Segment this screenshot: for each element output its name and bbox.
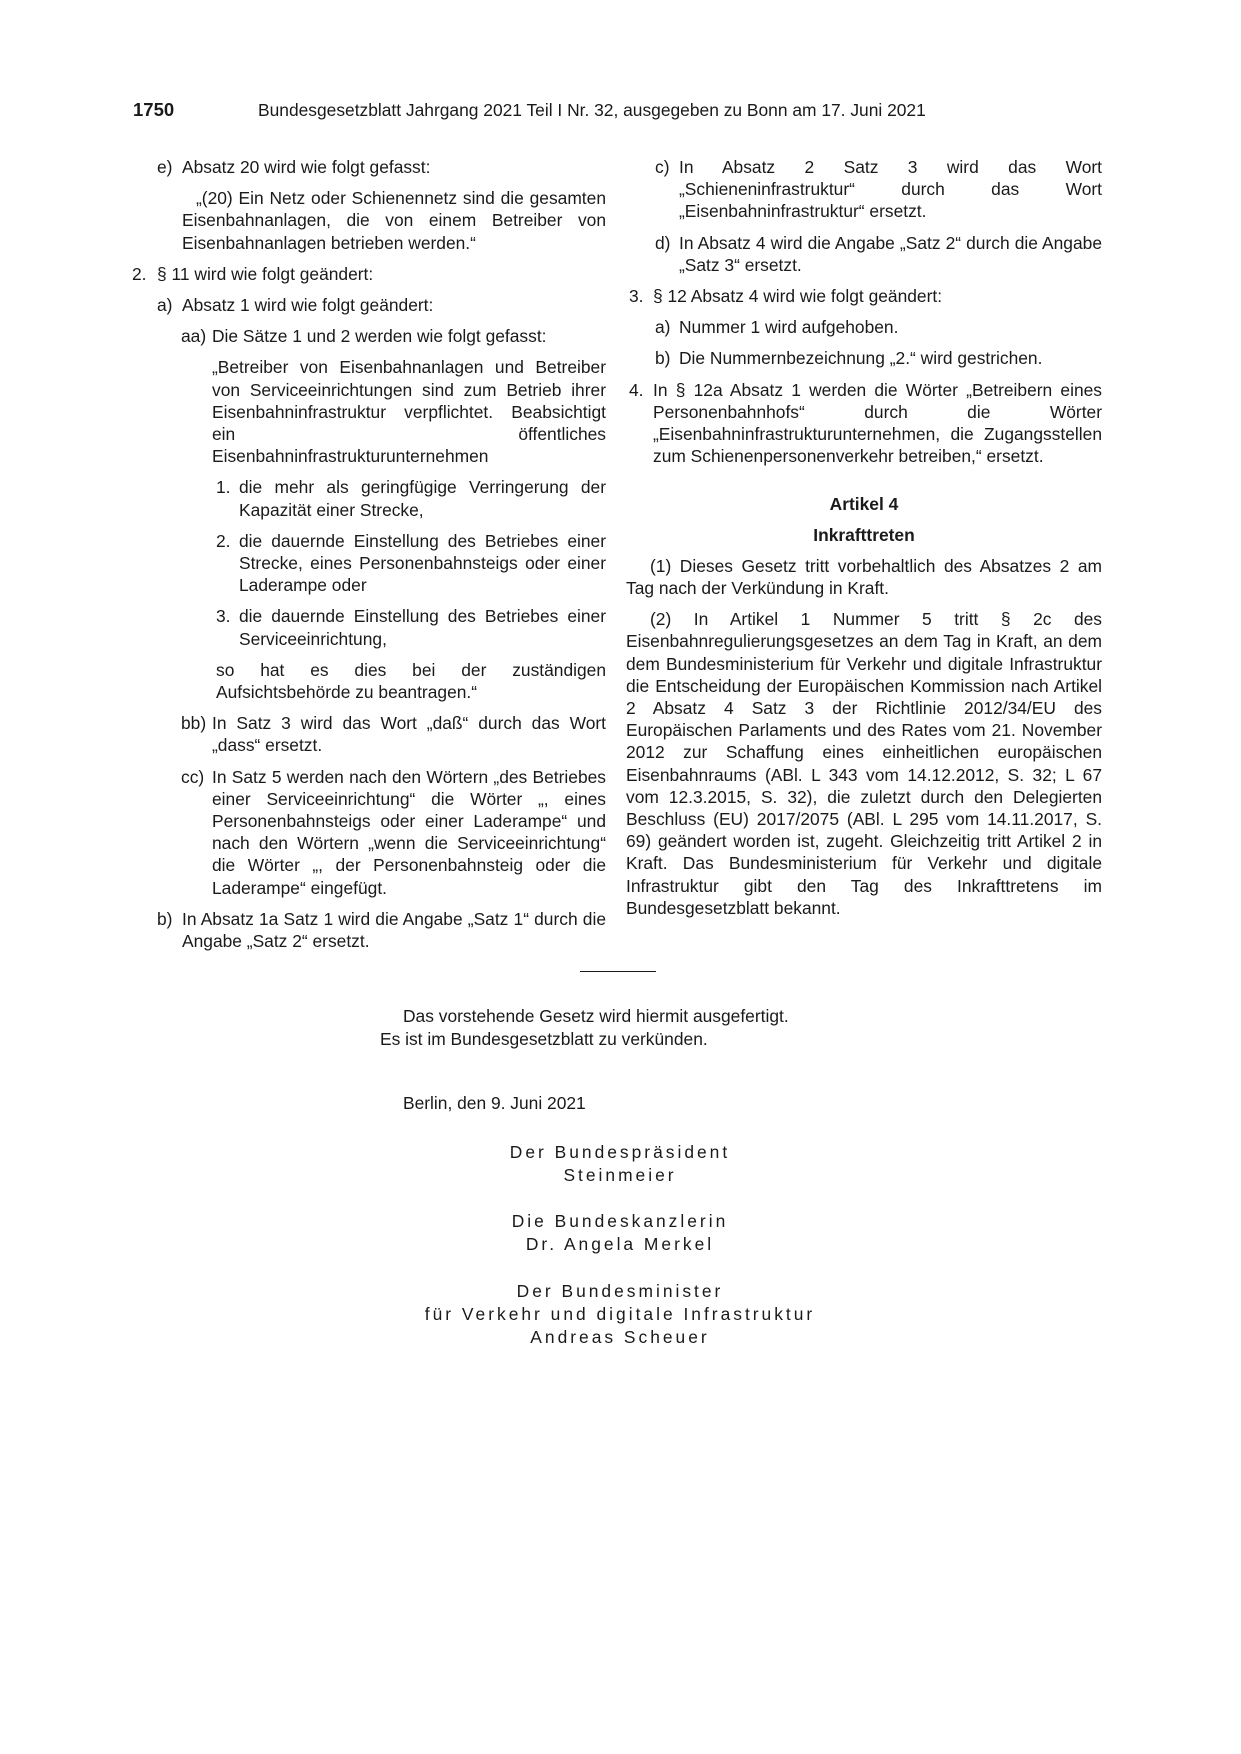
item-label: c) [655,157,670,177]
running-header [133,99,1101,123]
item-e [130,156,606,178]
item-c [626,156,1102,223]
running-title: Bundesgesetzblatt Jahrgang 2021 Teil I Nr. 32, ausgegeben zu Bonn am 17. Juni 2021 [258,100,926,120]
item-label: e) [157,157,173,177]
item-label: b) [157,908,173,929]
item-label: 3. [216,606,231,627]
item-text: Die Sätze 1 und 2 werden wie folgt gefasst: [212,326,547,347]
right-column [626,156,1102,928]
item-text: In Satz 5 werden nach den Wörtern „des Betriebes einer Serviceeinrichtung“ die Wörter „, eines Personenbahnsteigs oder einer Laderampe“ und nach den Wörtern „wenn die Serviceeinrichtung“ die Wörter „, der Personenbahnsteig oder die Laderampe“ eingefügt. [212,766,606,898]
article-subtitle: Inkrafttreten [813,524,915,545]
enum-item-2 [130,530,606,597]
item-text: die mehr als geringfügige Verringerung der Kapazität einer Strecke, [239,477,606,520]
item-a [130,294,606,316]
item-label: d) [655,232,671,253]
quote-betreiber: „Betreiber von Eisenbahnanlagen und Betreiber von Serviceeinrichtungen sind zum Betrieb ihrer Eisenbahninfrastruktur verpflichtet. Beabsichtigt ein öffentliches Eisenbahninfrastrukturunternehmen [212,357,606,467]
item-text: Absatz 1 wird wie folgt geändert: [182,295,434,316]
signature-minister [370,1280,870,1349]
item-label: 2. [132,263,147,284]
item-2 [130,263,606,285]
enum-item-3 [130,605,606,649]
signature-chancellor [370,1210,870,1256]
paragraph-2: (2) In Artikel 1 Nummer 5 tritt § 2c des Eisenbahnregulierungsgesetzes an dem Tag in Kraft, an dem dem Bundesministerium für Verkehr und digitale Infrastruktur die Entscheidung der Europäischen Kommission nach Artikel 2 Absatz 4 Satz 3 der Richtlinie 2012/34/EU des Europäischen Parlaments und des Rates vom 21. November 2012 zur Schaffung eines einheitlichen europäischen Eisenbahnraums (ABl. L 343 vom 14.12.2012, S. 32; L 67 vom 12.3.2015, S. 32), die zuletzt durch den Delegierten Beschluss (EU) 2017/2075 (ABl. L 295 vom 14.11.2017, S. 69) geändert worden ist, zugeht. Gleichzeitig tritt Artikel 2 in Kraft. Das Bundesministerium für Verkehr und digitale Infrastruktur gibt den Tag des Inkrafttretens im Bundesgesetzblatt bekannt. [626,609,1102,918]
item-d [626,232,1102,276]
signatory-title: Die Bundeskanzlerin [511,1211,729,1231]
item-text: Nummer 1 wird aufgehoben. [679,317,899,338]
signatory-title-line-2: für Verkehr und digitale Infrastruktur [424,1304,816,1324]
separator-rule [580,971,656,972]
item-text: In Absatz 4 wird die Angabe „Satz 2“ durch die Angabe „Satz 3“ ersetzt. [679,232,1102,275]
item-label: 1. [216,477,231,498]
item-label: b) [655,348,671,369]
item-label: cc) [181,766,205,787]
item-3 [626,285,1102,307]
place-and-date: Berlin, den 9. Juni 2021 [403,1093,586,1113]
signature-president [370,1141,870,1187]
item-label: bb) [181,713,207,734]
item-text: § 12 Absatz 4 wird wie folgt geändert: [653,286,943,307]
item-label: 4. [629,379,644,400]
item-text: Absatz 20 wird wie folgt gefasst: [182,157,431,177]
promulgation-formula-line-1: Das vorstehende Gesetz wird hiermit ausgefertigt. [403,1006,789,1026]
item-bb [130,712,606,756]
item-text: In Satz 3 wird das Wort „daß“ durch das Wort „dass“ ersetzt. [212,713,606,756]
promulgation-formula-line-2: Es ist im Bundesgesetzblatt zu verkünden. [380,1029,708,1049]
item-3b [626,347,1102,369]
item-3a [626,316,1102,338]
item-cc [130,766,606,899]
signatory-title: Der Bundespräsident [509,1142,731,1162]
item-label: a) [655,317,671,338]
item-aa [130,325,606,347]
item-label: aa) [181,326,207,347]
left-column [130,156,606,961]
quote-absatz-20: „(20) Ein Netz oder Schienennetz sind die gesamten Eisenbahnanlagen, die von einem Betreiber von Eisenbahnanlagen betrieben werden.“ [182,188,606,253]
signatory-title: Der Bundesminister [516,1281,724,1301]
quote-close: so hat es dies bei der zuständigen Aufsichtsbehörde zu beantragen.“ [216,659,606,703]
signatory-name: Andreas Scheuer [530,1327,710,1347]
article-title: Artikel 4 [829,494,899,515]
item-text: § 11 wird wie folgt geändert: [157,263,374,284]
item-b [130,908,606,952]
item-label: a) [157,295,173,316]
item-text: die dauernde Einstellung des Betriebes einer Serviceeinrichtung, [239,606,606,649]
item-text: In § 12a Absatz 1 werden die Wörter „Betreibern eines Personenbahnhofs“ durch die Wörter „Eisenbahninfrastrukturunternehmen, die Zugangsstellen zum Schienenpersonenverkehr betreiben,“ ersetzt. [653,379,1102,467]
item-label: 3. [629,286,644,307]
item-text: In Absatz 2 Satz 3 wird das Wort „Schieneninfrastruktur“ durch das Wort „Eisenbahninfrastruktur“ ersetzt. [679,157,1102,222]
item-label: 2. [216,530,231,551]
page-number: 1750 [133,99,175,120]
item-text: In Absatz 1a Satz 1 wird die Angabe „Satz 1“ durch die Angabe „Satz 2“ ersetzt. [182,908,606,952]
enum-item-1 [130,476,606,520]
signatory-name: Steinmeier [563,1165,677,1185]
signatory-name: Dr. Angela Merkel [525,1234,715,1254]
paragraph-1: (1) Dieses Gesetz tritt vorbehaltlich des Absatzes 2 am Tag nach der Verkündung in Kraft. [626,555,1102,599]
item-text: Die Nummernbezeichnung „2.“ wird gestrichen. [679,348,1043,369]
item-text: die dauernde Einstellung des Betriebes einer Strecke, eines Personenbahnsteigs oder einer Laderampe oder [239,530,606,596]
item-4 [626,379,1102,468]
